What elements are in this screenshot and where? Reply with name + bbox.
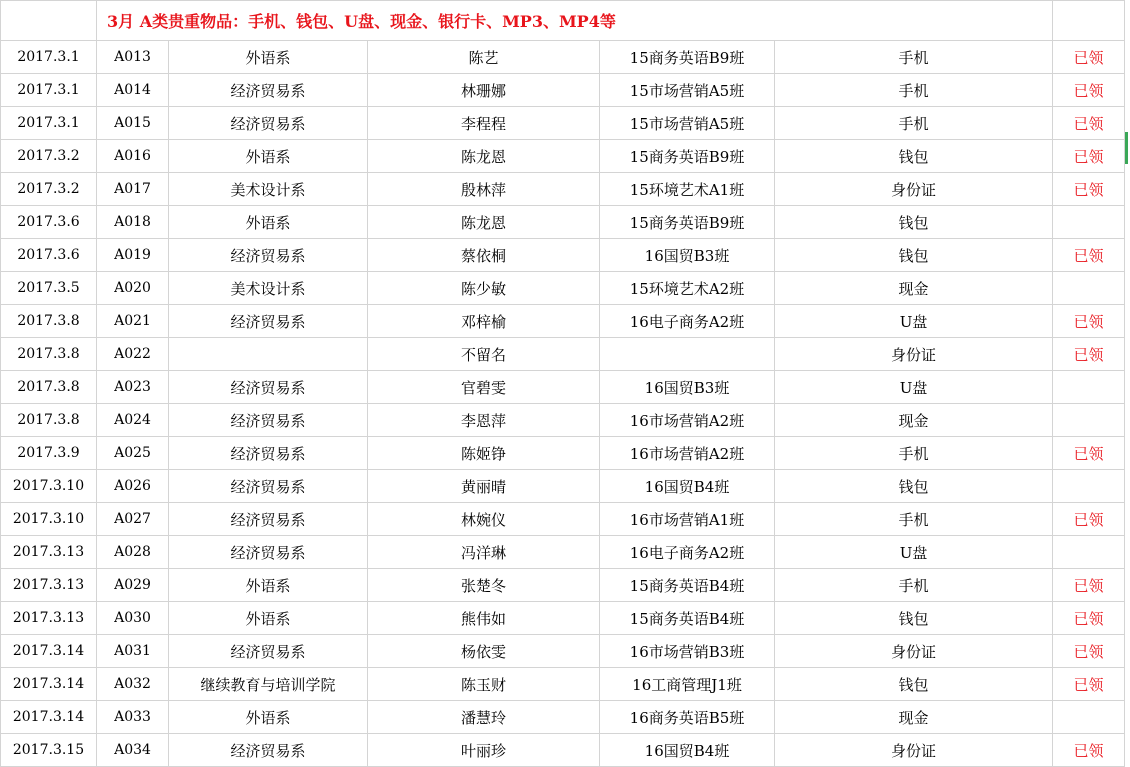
date-cell[interactable]: 2017.3.2 <box>1 140 97 173</box>
sheet-body <box>1 1 1125 767</box>
code-cell[interactable]: A020 <box>97 272 169 305</box>
status-cell[interactable]: 已领 <box>1053 140 1125 173</box>
date-cell[interactable]: 2017.3.9 <box>1 437 97 470</box>
item-cell[interactable]: 钱包 <box>775 668 1053 701</box>
department-cell[interactable]: 经济贸易系 <box>169 74 368 107</box>
item-cell[interactable]: 现金 <box>775 272 1053 305</box>
department-cell[interactable]: 美术设计系 <box>169 272 368 305</box>
class-cell[interactable] <box>600 338 775 371</box>
class-cell[interactable]: 16国贸B3班 <box>600 371 775 404</box>
department-cell[interactable] <box>169 338 368 371</box>
item-cell[interactable]: 身份证 <box>775 338 1053 371</box>
item-cell[interactable]: 手机 <box>775 569 1053 602</box>
table-row <box>1 206 1125 239</box>
code-cell[interactable]: A026 <box>97 470 169 503</box>
department-cell[interactable]: 外语系 <box>169 140 368 173</box>
table-row <box>1 536 1125 569</box>
status-cell[interactable] <box>1053 272 1125 305</box>
name-cell[interactable]: 林婉仪 <box>368 503 600 536</box>
status-cell[interactable]: 已领 <box>1053 668 1125 701</box>
item-cell[interactable]: U盘 <box>775 536 1053 569</box>
status-cell[interactable]: 已领 <box>1053 173 1125 206</box>
date-cell[interactable]: 2017.3.14 <box>1 635 97 668</box>
item-cell[interactable]: U盘 <box>775 371 1053 404</box>
date-cell[interactable]: 2017.3.13 <box>1 536 97 569</box>
code-cell[interactable]: A025 <box>97 437 169 470</box>
name-cell[interactable]: 李恩萍 <box>368 404 600 437</box>
active-cell-marker <box>1125 132 1128 164</box>
name-cell[interactable]: 张楚冬 <box>368 569 600 602</box>
table-row <box>1 668 1125 701</box>
code-cell[interactable]: A013 <box>97 41 169 74</box>
name-cell[interactable]: 邓梓榆 <box>368 305 600 338</box>
status-cell[interactable]: 已领 <box>1053 503 1125 536</box>
name-cell[interactable]: 陈艺 <box>368 41 600 74</box>
department-cell[interactable]: 经济贸易系 <box>169 503 368 536</box>
class-cell[interactable]: 15市场营销A5班 <box>600 107 775 140</box>
class-cell[interactable]: 16商务英语B5班 <box>600 701 775 734</box>
status-cell[interactable] <box>1053 470 1125 503</box>
code-cell[interactable]: A015 <box>97 107 169 140</box>
table-row <box>1 602 1125 635</box>
item-cell[interactable]: 钱包 <box>775 470 1053 503</box>
item-cell[interactable]: 身份证 <box>775 173 1053 206</box>
department-cell[interactable]: 美术设计系 <box>169 173 368 206</box>
status-cell[interactable]: 已领 <box>1053 635 1125 668</box>
table-row <box>1 371 1125 404</box>
code-cell[interactable]: A031 <box>97 635 169 668</box>
code-cell[interactable]: A016 <box>97 140 169 173</box>
department-cell[interactable]: 外语系 <box>169 41 368 74</box>
name-cell[interactable]: 陈龙恩 <box>368 206 600 239</box>
item-cell[interactable]: 现金 <box>775 404 1053 437</box>
table-row <box>1 569 1125 602</box>
code-cell[interactable]: A019 <box>97 239 169 272</box>
date-cell[interactable]: 2017.3.13 <box>1 602 97 635</box>
status-cell[interactable]: 已领 <box>1053 239 1125 272</box>
class-cell[interactable]: 16工商管理J1班 <box>600 668 775 701</box>
department-cell[interactable]: 继续教育与培训学院 <box>169 668 368 701</box>
title-row-cell-a[interactable] <box>1 1 97 41</box>
status-cell[interactable] <box>1053 404 1125 437</box>
item-cell[interactable]: 手机 <box>775 503 1053 536</box>
title-row <box>1 1 1125 41</box>
date-cell[interactable]: 2017.3.6 <box>1 239 97 272</box>
department-cell[interactable]: 经济贸易系 <box>169 404 368 437</box>
item-cell[interactable]: 手机 <box>775 41 1053 74</box>
class-cell[interactable]: 15商务英语B9班 <box>600 140 775 173</box>
name-cell[interactable]: 黄丽晴 <box>368 470 600 503</box>
class-cell[interactable]: 16国贸B4班 <box>600 734 775 767</box>
date-cell[interactable]: 2017.3.10 <box>1 470 97 503</box>
table-row <box>1 338 1125 371</box>
date-cell[interactable]: 2017.3.15 <box>1 734 97 767</box>
department-cell[interactable]: 经济贸易系 <box>169 107 368 140</box>
class-cell[interactable]: 16市场营销B3班 <box>600 635 775 668</box>
date-cell[interactable]: 2017.3.8 <box>1 305 97 338</box>
name-cell[interactable]: 杨依雯 <box>368 635 600 668</box>
date-cell[interactable]: 2017.3.10 <box>1 503 97 536</box>
item-cell[interactable]: U盘 <box>775 305 1053 338</box>
item-cell[interactable]: 身份证 <box>775 635 1053 668</box>
name-cell[interactable]: 叶丽珍 <box>368 734 600 767</box>
status-cell[interactable]: 已领 <box>1053 338 1125 371</box>
code-cell[interactable]: A034 <box>97 734 169 767</box>
date-cell[interactable]: 2017.3.5 <box>1 272 97 305</box>
department-cell[interactable]: 经济贸易系 <box>169 734 368 767</box>
date-cell[interactable]: 2017.3.6 <box>1 206 97 239</box>
class-cell[interactable]: 15商务英语B4班 <box>600 602 775 635</box>
status-cell[interactable] <box>1053 701 1125 734</box>
name-cell[interactable]: 潘慧玲 <box>368 701 600 734</box>
table-row <box>1 503 1125 536</box>
name-cell[interactable]: 陈少敏 <box>368 272 600 305</box>
date-cell[interactable]: 2017.3.14 <box>1 701 97 734</box>
name-cell[interactable]: 林珊娜 <box>368 74 600 107</box>
item-cell[interactable]: 钱包 <box>775 206 1053 239</box>
table-row <box>1 107 1125 140</box>
title-row-cell-g[interactable] <box>1053 1 1125 41</box>
code-cell[interactable]: A021 <box>97 305 169 338</box>
item-cell[interactable]: 手机 <box>775 107 1053 140</box>
department-cell[interactable]: 经济贸易系 <box>169 371 368 404</box>
date-cell[interactable]: 2017.3.13 <box>1 569 97 602</box>
code-cell[interactable]: A027 <box>97 503 169 536</box>
class-cell[interactable]: 15环境艺术A2班 <box>600 272 775 305</box>
table-row <box>1 701 1125 734</box>
date-cell[interactable]: 2017.3.14 <box>1 668 97 701</box>
name-cell[interactable]: 殷林萍 <box>368 173 600 206</box>
date-cell[interactable]: 2017.3.1 <box>1 107 97 140</box>
table-row <box>1 41 1125 74</box>
table-row <box>1 470 1125 503</box>
item-cell[interactable]: 手机 <box>775 74 1053 107</box>
class-cell[interactable]: 15商务英语B9班 <box>600 41 775 74</box>
date-cell[interactable]: 2017.3.8 <box>1 404 97 437</box>
date-cell[interactable]: 2017.3.1 <box>1 74 97 107</box>
status-cell[interactable]: 已领 <box>1053 569 1125 602</box>
department-cell[interactable]: 经济贸易系 <box>169 437 368 470</box>
item-cell[interactable]: 钱包 <box>775 140 1053 173</box>
status-cell[interactable] <box>1053 536 1125 569</box>
date-cell[interactable]: 2017.3.2 <box>1 173 97 206</box>
department-cell[interactable]: 经济贸易系 <box>169 470 368 503</box>
department-cell[interactable]: 外语系 <box>169 206 368 239</box>
table-row <box>1 272 1125 305</box>
date-cell[interactable]: 2017.3.8 <box>1 371 97 404</box>
date-cell[interactable]: 2017.3.1 <box>1 41 97 74</box>
department-cell[interactable]: 经济贸易系 <box>169 239 368 272</box>
code-cell[interactable]: A018 <box>97 206 169 239</box>
status-cell[interactable]: 已领 <box>1053 734 1125 767</box>
class-cell[interactable]: 16国贸B4班 <box>600 470 775 503</box>
department-cell[interactable]: 经济贸易系 <box>169 536 368 569</box>
date-cell[interactable]: 2017.3.8 <box>1 338 97 371</box>
code-cell[interactable]: A028 <box>97 536 169 569</box>
code-cell[interactable]: A033 <box>97 701 169 734</box>
code-cell[interactable]: A032 <box>97 668 169 701</box>
name-cell[interactable]: 陈姬铮 <box>368 437 600 470</box>
name-cell[interactable]: 陈玉财 <box>368 668 600 701</box>
status-cell[interactable] <box>1053 206 1125 239</box>
class-cell[interactable]: 16市场营销A2班 <box>600 404 775 437</box>
department-cell[interactable]: 外语系 <box>169 602 368 635</box>
name-cell[interactable]: 不留名 <box>368 338 600 371</box>
table-row <box>1 305 1125 338</box>
status-cell[interactable]: 已领 <box>1053 41 1125 74</box>
department-cell[interactable]: 经济贸易系 <box>169 635 368 668</box>
code-cell[interactable]: A023 <box>97 371 169 404</box>
name-cell[interactable]: 李程程 <box>368 107 600 140</box>
code-cell[interactable]: A030 <box>97 602 169 635</box>
item-cell[interactable]: 现金 <box>775 701 1053 734</box>
class-cell[interactable]: 16市场营销A1班 <box>600 503 775 536</box>
name-cell[interactable]: 熊伟如 <box>368 602 600 635</box>
table-row <box>1 635 1125 668</box>
class-cell[interactable]: 15市场营销A5班 <box>600 74 775 107</box>
name-cell[interactable]: 冯洋琳 <box>368 536 600 569</box>
table-row <box>1 734 1125 767</box>
department-cell[interactable]: 外语系 <box>169 569 368 602</box>
class-cell[interactable]: 15商务英语B4班 <box>600 569 775 602</box>
table-row <box>1 140 1125 173</box>
department-cell[interactable]: 经济贸易系 <box>169 305 368 338</box>
code-cell[interactable]: A024 <box>97 404 169 437</box>
class-cell[interactable]: 16国贸B3班 <box>600 239 775 272</box>
code-cell[interactable]: A022 <box>97 338 169 371</box>
table-row <box>1 239 1125 272</box>
code-cell[interactable]: A014 <box>97 74 169 107</box>
table-row <box>1 404 1125 437</box>
table-row <box>1 437 1125 470</box>
class-cell[interactable]: 15环境艺术A1班 <box>600 173 775 206</box>
name-cell[interactable]: 陈龙恩 <box>368 140 600 173</box>
item-cell[interactable]: 手机 <box>775 437 1053 470</box>
partial-next-column <box>1124 0 1130 759</box>
department-cell[interactable]: 外语系 <box>169 701 368 734</box>
class-cell[interactable]: 16市场营销A2班 <box>600 437 775 470</box>
class-cell[interactable]: 15商务英语B9班 <box>600 206 775 239</box>
name-cell[interactable]: 官碧雯 <box>368 371 600 404</box>
table-row <box>1 74 1125 107</box>
code-cell[interactable]: A029 <box>97 569 169 602</box>
table-row <box>1 173 1125 206</box>
item-cell[interactable]: 钱包 <box>775 239 1053 272</box>
status-cell[interactable]: 已领 <box>1053 74 1125 107</box>
status-cell[interactable]: 已领 <box>1053 437 1125 470</box>
status-cell[interactable]: 已领 <box>1053 305 1125 338</box>
class-cell[interactable]: 16电子商务A2班 <box>600 536 775 569</box>
item-cell[interactable]: 钱包 <box>775 602 1053 635</box>
name-cell[interactable]: 蔡依桐 <box>368 239 600 272</box>
code-cell[interactable]: A017 <box>97 173 169 206</box>
class-cell[interactable]: 16电子商务A2班 <box>600 305 775 338</box>
status-cell[interactable] <box>1053 371 1125 404</box>
status-cell[interactable]: 已领 <box>1053 107 1125 140</box>
sheet-title[interactable]: 3月 A类贵重物品：手机、钱包、U盘、现金、银行卡、MP3、MP4等 <box>97 1 1053 41</box>
item-cell[interactable]: 身份证 <box>775 734 1053 767</box>
status-cell[interactable]: 已领 <box>1053 602 1125 635</box>
